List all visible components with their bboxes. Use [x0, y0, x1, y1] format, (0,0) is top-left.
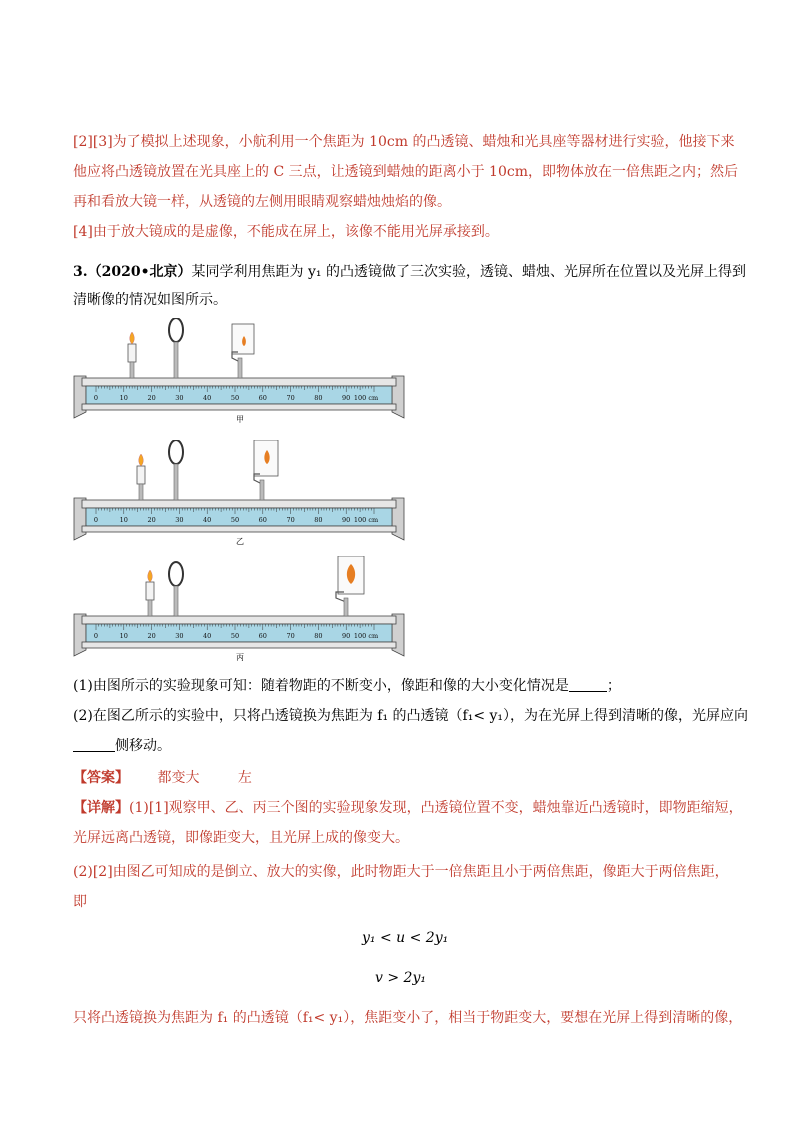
ruler-tick-label: 90 — [342, 632, 351, 640]
light-screen — [254, 440, 278, 500]
optical-bench — [74, 376, 404, 418]
ruler-tick-label: 60 — [258, 516, 267, 524]
ruler-tick-label: 80 — [314, 394, 323, 402]
figure-bing — [70, 556, 420, 666]
convex-lens — [169, 562, 183, 616]
answer-1: 都变大 — [157, 770, 200, 786]
ruler-tick-label: 70 — [286, 394, 295, 402]
answer-tag: 【答案】 — [73, 770, 129, 786]
ruler-tick-label: 100 cm — [353, 632, 379, 640]
light-screen — [336, 556, 364, 616]
ruler-tick-label: 20 — [147, 516, 156, 524]
ruler-tick-label: 60 — [258, 394, 267, 402]
light-screen — [232, 324, 254, 378]
explain-line-1: 【详解】(1)[1]观察甲、乙、丙三个图的实验现象发现，凸透镜位置不变，蜡烛靠近凸透镜时，即物距缩短， — [73, 800, 743, 816]
ruler-tick-label: 70 — [286, 516, 295, 524]
ruler-tick-label: 60 — [258, 632, 267, 640]
question-source: （2020•北京） — [87, 264, 192, 280]
question-stem: 某同学利用焦距为 y₁ 的凸透镜做了三次实验，透镜、蜡烛、光屏所在位置以及光屏上得到 — [191, 264, 746, 280]
convex-lens — [169, 318, 183, 378]
convex-lens — [169, 440, 183, 500]
ruler-tick-label: 90 — [342, 516, 351, 524]
answer-2: 左 — [237, 770, 252, 786]
ruler-tick-label: 40 — [203, 394, 212, 402]
equation-2: v > 2y₁ — [375, 970, 426, 986]
sub-question-1: (1)由图所示的实验现象可知：随着物距的不断变小，像距和像的大小变化情况是 ； — [73, 678, 621, 694]
sub-question-2-line-2: 侧移动。 — [73, 736, 733, 756]
ruler-tick-label: 30 — [175, 632, 184, 640]
optical-bench — [74, 498, 404, 540]
candle — [146, 570, 154, 616]
answer-blank-1[interactable] — [569, 677, 607, 692]
question-stem-line-2: 清晰像的情况如图所示。 — [73, 292, 227, 308]
figure-caption-yi: 乙 — [236, 537, 244, 546]
figure-jia — [70, 318, 420, 428]
question-number: 3. — [73, 264, 88, 280]
prev-solution-line-2: 他应将凸透镜放置在光具座上的 C 三点，让透镜到蜡烛的距离小于 10cm，即物体放在一倍焦距之内；然后 — [73, 164, 738, 180]
candle — [128, 332, 136, 378]
ruler-tick-label: 0 — [93, 632, 99, 640]
ruler-tick-label: 0 — [93, 516, 99, 524]
explain-line-5: 只将凸透镜换为焦距为 f₁ 的凸透镜（f₁< y₁），焦距变小了，相当于物距变大，要想在光屏上得到清晰的像， — [73, 1010, 743, 1026]
ruler-tick-label: 0 — [93, 394, 99, 402]
explain-line-4: 即 — [73, 894, 87, 910]
prev-solution-line-3: 再和看放大镜一样，从透镜的左侧用眼睛观察蜡烛烛焰的像。 — [73, 194, 451, 210]
ruler-tick-label: 100 cm — [353, 394, 379, 402]
ruler-tick-label: 80 — [314, 632, 323, 640]
ruler-tick-label: 10 — [119, 632, 128, 640]
ruler-tick-label: 40 — [203, 516, 212, 524]
ruler-tick-label: 10 — [119, 394, 128, 402]
candle — [137, 454, 145, 500]
ruler-tick-label: 30 — [175, 394, 184, 402]
ruler-tick-label: 90 — [342, 394, 351, 402]
ruler-tick-label: 10 — [119, 516, 128, 524]
ruler-tick-label: 50 — [230, 394, 240, 402]
ruler-tick-label: 20 — [147, 632, 156, 640]
answer-line — [73, 768, 733, 788]
explain-line-2: 光屏远离凸透镜，即像距变大，且光屏上成的像变大。 — [73, 830, 409, 846]
ruler-tick-label: 20 — [147, 394, 156, 402]
ruler-tick-label: 50 — [230, 632, 240, 640]
explain-line-3: (2)[2]由图乙可知成的是倒立、放大的实像，此时物距大于一倍焦距且小于两倍焦距，像距大于两倍焦距， — [73, 864, 729, 880]
prev-solution-line-1: [2][3]为了模拟上述现象，小航利用一个焦距为 10cm 的凸透镜、蜡烛和光具座等器材进行实验，他接下来 — [73, 134, 735, 150]
figure-yi — [70, 440, 420, 550]
optical-bench — [74, 614, 404, 656]
ruler-tick-label: 80 — [314, 516, 323, 524]
explain-tag: 【详解】 — [73, 800, 129, 816]
ruler-tick-label: 30 — [175, 516, 184, 524]
equation-1: y₁ < u < 2y₁ — [362, 930, 449, 946]
figure-caption-bing: 丙 — [236, 653, 244, 662]
ruler-tick-label: 50 — [230, 516, 240, 524]
question-stem-line-1 — [73, 262, 746, 282]
ruler-tick-label: 100 cm — [353, 516, 379, 524]
answer-blank-2[interactable] — [73, 737, 115, 752]
prev-solution-line-4: [4]由于放大镜成的是虚像，不能成在屏上，该像不能用光屏承接到。 — [73, 224, 499, 240]
ruler-tick-label: 70 — [286, 632, 295, 640]
figure-caption-jia: 甲 — [236, 415, 244, 424]
ruler-tick-label: 40 — [203, 632, 212, 640]
sub-question-2-line-1: (2)在图乙所示的实验中，只将凸透镜换为焦距为 f₁ 的凸透镜（f₁< y₁），为在光屏上得到清晰的像，光屏应向 — [73, 708, 749, 724]
